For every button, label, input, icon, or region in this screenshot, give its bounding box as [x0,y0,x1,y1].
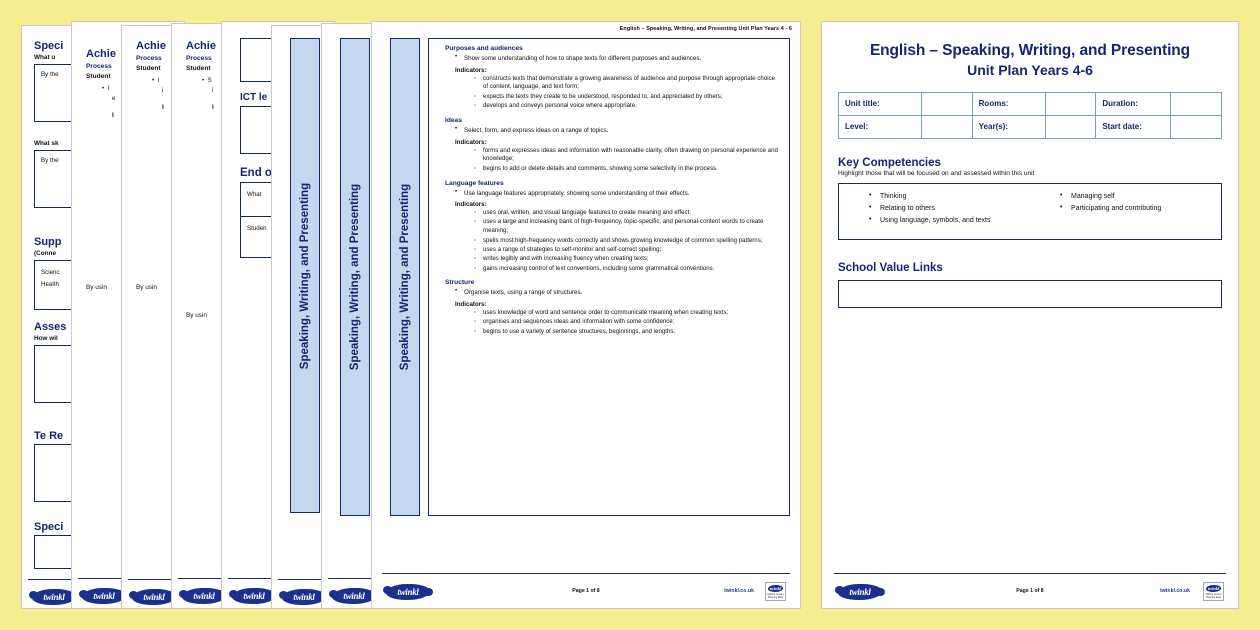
cover-page-footer-rule [834,573,1226,574]
sheet3-students-label: Student [136,65,161,72]
sheet1-heading-specific-2: Speci [34,521,64,533]
sheet5-box-student-text: Studen [247,225,267,232]
indicators-label: Indicators: [455,138,487,146]
cell-label-unit-title: Unit title: [839,92,922,115]
key-competencies-list-right [1060,191,1221,215]
cell-value-rooms[interactable] [1045,92,1096,115]
key-competencies-column-right [1030,191,1221,239]
indicator-list [474,309,781,336]
twinkl-badge [765,582,786,601]
cell-value-level[interactable] [922,115,973,138]
list-item: ◦ uses oral, written, and visual language features to create meaning and effect; [474,209,781,218]
list-item: ◦ organises and sequences ideas and information with some confidence; [474,318,781,327]
sheet3-byusing-text: By usin [136,284,157,291]
twinkl-logo: twinkl [332,588,376,604]
main-page-footer-rule [382,573,790,574]
twinkl-logo: twinkl [132,589,176,605]
spine-panel-1 [290,38,320,513]
key-competencies-heading: Key Competencies [838,156,941,169]
spine-panel-2 [340,38,370,516]
cover-page[interactable] [822,22,1238,608]
sheet5-heading-ict: ICT le [240,92,268,103]
indicator-list [474,75,781,111]
cell-value-duration[interactable] [1171,92,1222,115]
sheet1-subtext-1: What u [34,54,56,61]
achievement-objectives-frame [428,38,790,516]
sheet1-subtext-2: What sk [34,140,59,147]
sheet2-bullet-1-cont: e [112,95,116,102]
sheet1-heading-specific: Speci [34,40,64,52]
key-competencies-box[interactable] [838,183,1222,240]
sheet5-heading-end-of: End o [240,167,272,179]
sheet1-heading-te-reo: Te Re [34,430,64,442]
indicators-label: Indicators: [455,201,487,209]
main-page-content [372,22,800,608]
cell-label-years: Year(s): [972,115,1045,138]
sheet4-heading-achievement: Achie [186,40,216,52]
indicator-list [474,147,781,174]
sheet1-subtext-3: (Conne [34,250,57,257]
page-title: English – Speaking, Writing, and Presenting [869,42,1191,59]
sheet1-subtext-4: How wil [34,335,58,342]
spine-panel-3 [390,38,420,516]
indicators-label: Indicators: [455,301,487,309]
sheet4-students-label: Student [186,65,211,72]
list-item: ◦ spells most high-frequency words correctly and shows growing knowledge of common spelling patterns; [474,237,781,246]
sheet3-bullet-1: • I [152,77,160,84]
sheet4-indicators-label: I [212,104,214,111]
section-language-features [429,180,789,274]
list-item: ◦ uses knowledge of word and sentence order to communicate meaning when creating texts; [474,309,781,318]
cell-label-duration: Duration: [1096,92,1171,115]
twinkl-logo: twinkl [282,589,326,605]
sheet1-heading-supporting: Supp [34,236,62,248]
twinkl-logo: twinkl [232,588,276,604]
twinkl-badge [1203,582,1224,601]
table-row [839,92,1222,115]
section-bullet-list [455,189,781,199]
section-title: Structure [445,279,475,287]
spine-label: Speaking, Writing, and Presenting [349,183,361,371]
spine-label: Speaking, Writing, and Presenting [299,182,311,369]
cell-label-start-date: Start date: [1096,115,1171,138]
list-item: ◦ uses a range of strategies to self-monitor and self-correct spelling; [474,246,781,255]
document-header-line: English – Speaking, Writing, and Presenting Unit Plan Years 4 - 6 [619,26,792,32]
twinkl-logo: twinkl [838,584,882,600]
sheet2-students-label: Student [86,73,111,80]
page-subtitle: Unit Plan Years 4-6 [967,61,1093,78]
sheet1-box-3-text-a: Scienc [41,269,60,276]
twinkl-logo: twinkl [82,588,126,604]
list-item: ◦ uses a large and increasing bank of high-frequency, topic-specific, and personal-content words to create meaning; [474,218,781,236]
twinkl-badge-caption: Making Lesson Planning Easy [767,592,784,600]
section-bullet-list [455,288,781,298]
indicator-list [474,209,781,273]
sheet4-bullet-1-cont: i [212,87,214,94]
sheet1-box-3-text-b: Health [41,281,59,288]
page-number: Page 1 of 8 [572,588,600,594]
list-item[interactable]: • Thinking [869,191,1030,203]
table-row [839,115,1222,138]
sheet1-box-2-text: By the [41,157,59,164]
list-item: ◦ forms and expresses ideas and information with reasonable clarity, often drawing on personal experience and knowledge; [474,147,781,165]
sheet2-indicators-label: I [112,112,114,119]
list-item: ◦ begins to add or delete details and comments, showing some selectivity in the process. [474,165,781,174]
indicators-label: Indicators: [455,66,487,74]
list-item: ◦ writes legibly and with increasing fluency when creating texts; [474,255,781,264]
cell-value-years[interactable] [1045,115,1096,138]
list-item: ◦ begins to use a variety of sentence structures, beginnings, and lengths. [474,328,781,337]
twinkl-logo: twinkl [182,588,226,604]
school-value-links-heading: School Value Links [838,261,943,274]
list-item[interactable]: • Using language, symbols, and texts [869,215,1030,227]
key-competencies-list-left [869,191,1030,227]
list-item: ◦ expects the texts they create to be understood, responded to, and appreciated by others; [474,93,781,102]
twinkl-badge-logo: twinkl [769,585,782,591]
list-item: • Select, form, and express ideas on a range of topics. [455,126,781,136]
sheet2-subheading-processes: Process [86,63,112,70]
list-item: ◦ gains increasing control of text conventions, including some grammatical conventions. [474,265,781,274]
cover-page-content [822,22,1238,608]
unit-info-table [838,92,1222,139]
cell-label-level: Level: [839,115,922,138]
cell-value-start-date[interactable] [1171,115,1222,138]
page-number: Page 1 of 8 [1016,588,1044,594]
cell-value-unit-title[interactable] [922,92,973,115]
section-bullet-list [455,54,781,64]
site-url: twinkl.co.uk [724,588,754,594]
sheet5-box-what-text: What [247,191,262,198]
section-title: Ideas [445,116,462,124]
sheet2-byusing-text: By usin [86,284,107,291]
sheet3-heading-achievement: Achie [136,40,166,52]
sheet3-subheading-processes: Process [136,55,162,62]
list-item[interactable]: • Relating to others [869,203,1030,215]
sheet3-bullet-1-cont: i [162,87,164,94]
list-item: ◦ constructs texts that demonstrate a growing awareness of audience and purpose through appropriate choice of content, language, and text form; [474,75,781,93]
list-item: ◦ develops and conveys personal voice where appropriate. [474,102,781,111]
section-ideas [429,117,789,174]
list-item: • Organise texts, using a range of structures. [455,288,781,298]
section-bullet-list [455,126,781,136]
twinkl-logo: twinkl [386,584,430,600]
sheet1-heading-assessment: Asses [34,321,67,333]
list-item[interactable]: • Managing self [1060,191,1221,203]
main-document-page[interactable] [372,22,800,608]
section-title: Purposes and audiences [445,45,523,52]
key-competencies-note: Highlight those that will be focused on and assessed within this unit [838,169,1035,177]
site-url: twinkl.co.uk [1160,588,1190,594]
spine-label: Speaking, Writing, and Presenting [399,183,411,371]
section-purposes-and-audiences [429,45,789,111]
twinkl-logo: twinkl [32,589,76,605]
list-item[interactable]: • Participating and contributing [1060,203,1221,215]
sheet3-indicators-label: I [162,104,164,111]
sheet1-box-1-text: By the [41,71,59,78]
list-item: • Show some understanding of how to shape texts for different purposes and audiences. [455,54,781,64]
list-item: • Use language features appropriately, showing some understanding of their effects. [455,189,781,199]
sheet4-subheading-processes: Process [186,55,212,62]
sheet2-heading-achievement: Achie [86,48,116,60]
sheet4-byusing-text: By usin [186,312,207,319]
key-competencies-column-left [839,191,1030,239]
sheet2-bullet-1: • I [102,85,110,92]
section-title: Language features [445,179,504,187]
school-value-links-box[interactable] [838,280,1222,308]
cell-label-rooms: Rooms: [972,92,1045,115]
sheet4-bullet-1: • S [202,77,212,84]
twinkl-badge-caption: Making Lesson Planning Easy [1205,592,1222,600]
section-structure [429,279,789,336]
twinkl-badge-logo: twinkl [1207,585,1220,591]
